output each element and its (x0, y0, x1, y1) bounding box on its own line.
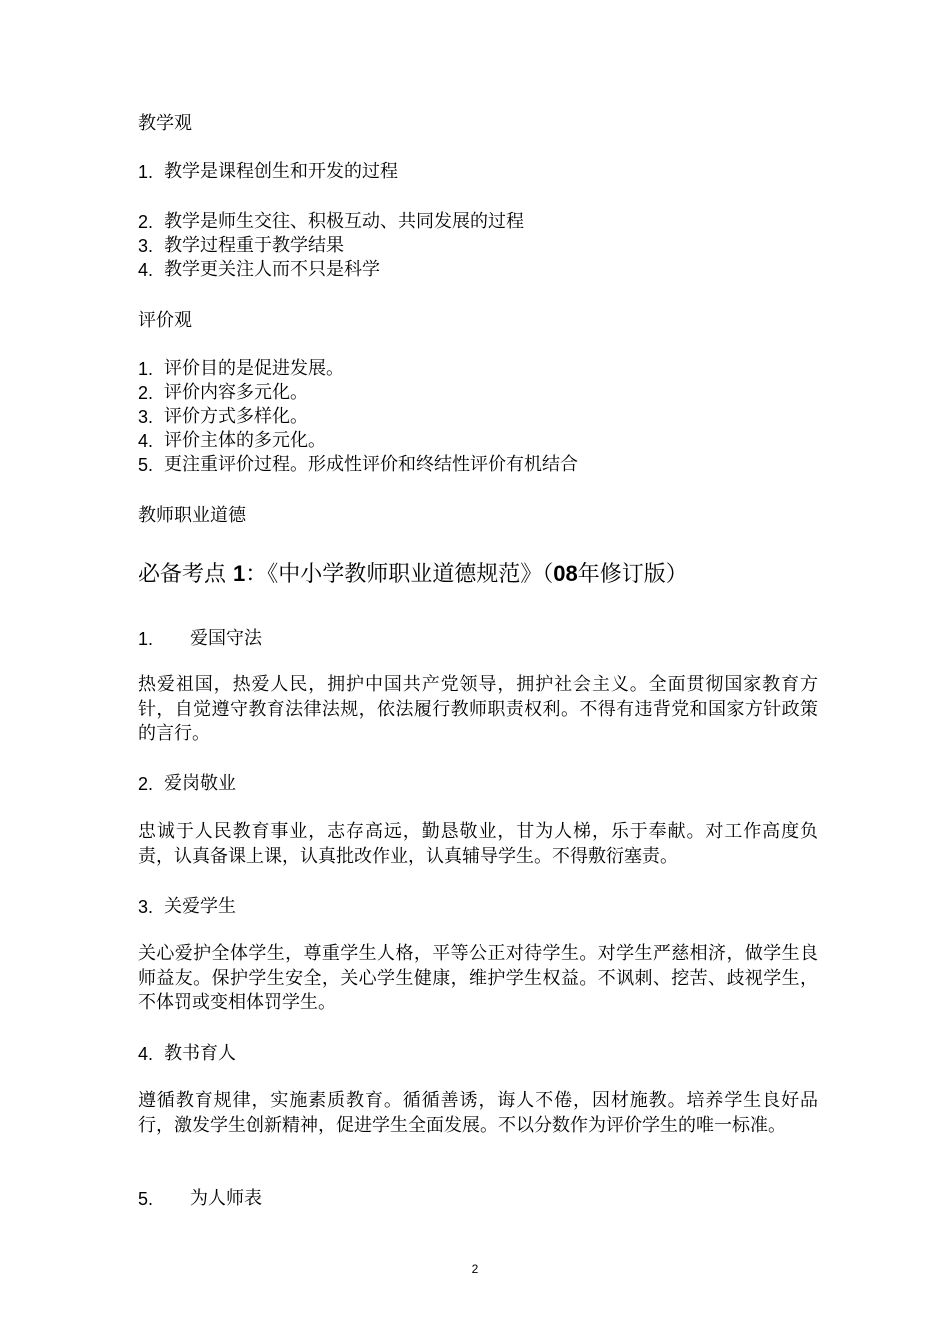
norm-body (138, 820, 818, 869)
norm-body-text: 忠诚于人民教育事业，志存高远，勤恳敬业，甘为人梯，乐于奉献。对工作高度负责，认真备课上课，认真批改作业，认真辅导学生。不得敷衍塞责。 (138, 821, 818, 867)
norm-body (138, 942, 818, 1016)
list-item-number: 1. (138, 359, 154, 379)
teaching-view-list-continued (138, 210, 818, 282)
section-title-text: 教师职业道德 (138, 505, 246, 526)
teaching-view-list (138, 160, 818, 184)
list-item (138, 453, 818, 477)
list-item (138, 234, 818, 258)
list-item-number: 3. (138, 407, 154, 427)
section-title-evaluation-view (138, 309, 818, 333)
section-title-text: 教学观 (138, 113, 192, 134)
list-item-text: 评价内容多元化。 (164, 382, 308, 403)
key-point-number: 1 (233, 561, 246, 586)
page-number: 2 (471, 1262, 479, 1276)
norm-title (138, 895, 818, 919)
list-item (138, 429, 818, 453)
norm-title (138, 1187, 818, 1211)
section-title-text: 评价观 (138, 310, 192, 331)
key-point-heading (138, 559, 818, 590)
list-item-text: 更注重评价过程。形成性评价和终结性评价有机结合 (164, 454, 578, 475)
list-item-number: 1. (138, 162, 154, 182)
list-item (138, 258, 818, 282)
list-item (138, 357, 818, 381)
key-point-prefix: 必备考点 (138, 562, 227, 587)
list-item-number: 3. (138, 236, 154, 256)
norm-title-text: 爱国守法 (190, 628, 262, 649)
evaluation-view-list (138, 357, 818, 477)
norm-title-text: 教书育人 (164, 1043, 236, 1064)
list-item-number: 2. (138, 212, 154, 232)
norm-title (138, 1042, 818, 1066)
list-item-text: 评价方式多样化。 (164, 406, 308, 427)
list-item (138, 160, 818, 184)
list-item-text: 教学是课程创生和开发的过程 (164, 161, 398, 182)
norm-body (138, 673, 818, 747)
norm-number: 1. (138, 629, 154, 649)
norm-number: 2. (138, 774, 154, 794)
section-title-teaching-view (138, 112, 818, 136)
list-item (138, 405, 818, 429)
norm-body (138, 1089, 818, 1138)
key-point-suffix: 年修订版） (577, 562, 688, 587)
list-item-text: 教学是师生交往、积极互动、共同发展的过程 (164, 211, 524, 232)
list-item-text: 教学过程重于教学结果 (164, 235, 344, 256)
list-item-number: 4. (138, 431, 154, 451)
norm-body-text: 遵循教育规律，实施素质教育。循循善诱，诲人不倦，因材施教。培养学生良好品行，激发学生创新精神，促进学生全面发展。不以分数作为评价学生的唯一标准。 (138, 1090, 818, 1136)
list-item-number: 2. (138, 383, 154, 403)
norm-title-text: 爱岗敬业 (164, 773, 236, 794)
norm-number: 5. (138, 1189, 154, 1209)
key-point-year: 08 (553, 561, 578, 586)
list-item (138, 210, 818, 234)
norm-body-text: 关心爱护全体学生，尊重学生人格，平等公正对待学生。对学生严慈相济，做学生良师益友。保护学生安全，关心学生健康，维护学生权益。不讽刺、挖苦、歧视学生，不体罚或变相体罚学生。 (138, 943, 818, 1013)
list-item-text: 评价目的是促进发展。 (164, 358, 344, 379)
key-point-colon: ： (245, 562, 268, 587)
list-item-number: 4. (138, 260, 154, 280)
list-item (138, 381, 818, 405)
list-item-text: 评价主体的多元化。 (164, 430, 326, 451)
list-item-text: 教学更关注人而不只是科学 (164, 259, 380, 280)
norm-number: 3. (138, 897, 154, 917)
norm-title-text: 关爱学生 (164, 896, 236, 917)
key-point-title: 《中小学教师职业道德规范》（ (267, 562, 554, 587)
norm-number: 4. (138, 1044, 154, 1064)
norm-title-text: 为人师表 (190, 1188, 262, 1209)
list-item-number: 5. (138, 455, 154, 475)
norm-title (138, 627, 818, 651)
norm-title (138, 772, 818, 796)
section-title-ethics (138, 504, 818, 528)
norm-body-text: 热爱祖国，热爱人民，拥护中国共产党领导，拥护社会主义。全面贯彻国家教育方针，自觉遵守教育法律法规，依法履行教师职责权利。不得有违背党和国家方针政策的言行。 (138, 674, 818, 744)
